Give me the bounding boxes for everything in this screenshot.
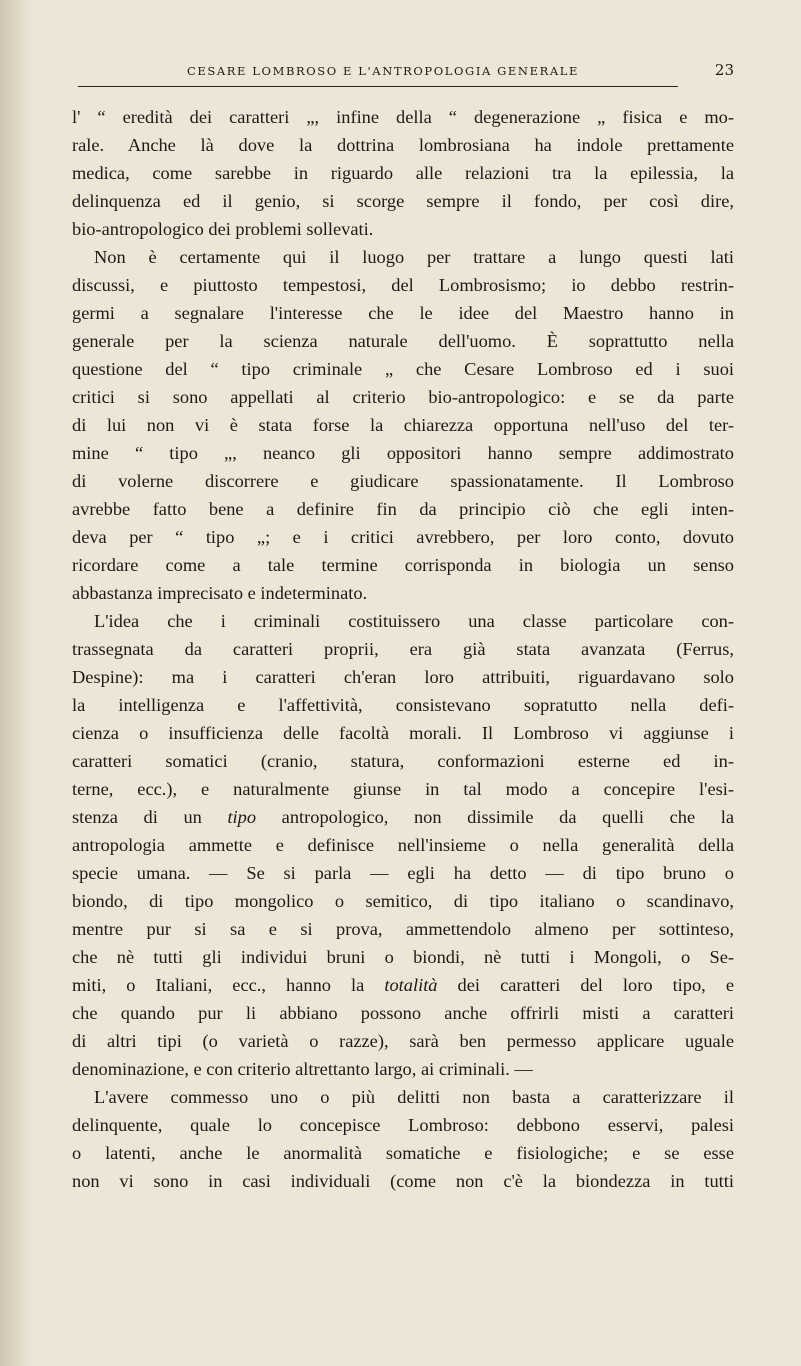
text-line: delinquenza ed il genio, si scorge sempre il fondo, per così dire, — [72, 191, 734, 211]
text-line: specie umana. — Se si parla — egli ha detto — di tipo bruno o — [72, 863, 734, 883]
text-line: bio-antropologico dei problemi sollevati. — [72, 219, 374, 239]
text-line: medica, come sarebbe in riguardo alle relazioni tra la epilessia, la — [72, 163, 734, 183]
text-line: delinquente, quale lo concepisce Lombroso: debbono esservi, palesi — [72, 1115, 734, 1135]
text-line: mentre pur si sa e si prova, ammettendolo almeno per sottinteso, — [72, 919, 734, 939]
book-page — [72, 50, 734, 1195]
text-line: mine “ tipo „, neanco gli oppositori hanno sempre addimostrato — [72, 443, 734, 463]
running-head: CESARE LOMBROSO E L'ANTROPOLOGIA GENERALE — [187, 64, 579, 78]
text-line: di altri tipi (o varietà o razze), sarà ben permesso applicare uguale — [72, 1031, 734, 1051]
text-line: rale. Anche là dove la dottrina lombrosiana ha indole prettamente — [72, 135, 734, 155]
text-line: miti, o Italiani, ecc., hanno la totalità dei caratteri del loro tipo, e — [72, 975, 734, 995]
text-line: Despine): ma i caratteri ch'eran loro attribuiti, riguardavano solo — [72, 667, 734, 687]
text-line: germi a segnalare l'interesse che le idee del Maestro hanno in — [72, 303, 734, 323]
text-line: biondo, di tipo mongolico o semitico, di tipo italiano o scandinavo, — [72, 891, 734, 911]
text-line: critici si sono appellati al criterio bio-antropologico: e se da parte — [72, 387, 734, 407]
text-line: stenza di un tipo antropologico, non dissimile da quelli che la — [72, 807, 734, 827]
text-line: avrebbe fatto bene a definire fin da principio ciò che egli inten- — [72, 499, 734, 519]
page-number: 23 — [714, 61, 734, 79]
text-line: di lui non vi è stata forse la chiarezza opportuna nell'uso del ter- — [72, 415, 734, 435]
text-line: o latenti, anche le anormalità somatiche e fisiologiche; e se esse — [72, 1143, 734, 1163]
text-line: che nè tutti gli individui bruni o biondi, nè tutti i Mongoli, o Se- — [72, 947, 734, 967]
text-line: L'avere commesso uno o più delitti non basta a caratterizzare il — [94, 1087, 734, 1107]
page-gutter-shadow — [0, 0, 34, 1366]
text-line: trassegnata da caratteri proprii, era già stata avanzata (Ferrus, — [72, 639, 734, 659]
text-line: denominazione, e con criterio altrettanto largo, ai criminali. — — [72, 1059, 533, 1079]
text-line: di volerne discorrere e giudicare spassionatamente. Il Lombroso — [72, 471, 734, 491]
italic-word: tipo — [227, 807, 257, 827]
text-line: la intelligenza e l'affettività, consistevano sopratutto nella defi- — [72, 695, 734, 715]
text-line: cienza o insufficienza delle facoltà morali. Il Lombroso vi aggiunse i — [72, 723, 734, 743]
header-rule — [78, 86, 678, 87]
text-line: generale per la scienza naturale dell'uomo. È soprattutto nella — [72, 331, 734, 351]
text-line: deva per “ tipo „; e i critici avrebbero, per loro conto, dovuto — [72, 527, 734, 547]
text-line: caratteri somatici (cranio, statura, conformazioni esterne ed in- — [72, 751, 734, 771]
page-header — [72, 50, 734, 84]
text-line: terne, ecc.), e naturalmente giunse in tal modo a concepire l'esi- — [72, 779, 734, 799]
text-line: antropologia ammette e definisce nell'insieme o nella generalità della — [72, 835, 734, 855]
text-line: Non è certamente qui il luogo per trattare a lungo questi lati — [94, 247, 734, 267]
body-text — [72, 103, 734, 1195]
text-line: l' “ eredità dei caratteri „, infine della “ degenerazione „ fisica e mo- — [72, 107, 734, 127]
italic-word: totalità — [384, 975, 438, 995]
text-line: abbastanza imprecisato e indeterminato. — [72, 583, 368, 603]
text-line: discussi, e piuttosto tempestosi, del Lombrosismo; io debbo restrin- — [72, 275, 734, 295]
text-line: ricordare come a tale termine corrisponda in biologia un senso — [72, 555, 734, 575]
text-line: che quando pur li abbiano possono anche offrirli misti a caratteri — [72, 1003, 734, 1023]
text-line: questione del “ tipo criminale „ che Cesare Lombroso ed i suoi — [72, 359, 734, 379]
text-line: L'idea che i criminali costituissero una classe particolare con- — [94, 611, 734, 631]
text-line: non vi sono in casi individuali (come non c'è la biondezza in tutti — [72, 1171, 734, 1191]
